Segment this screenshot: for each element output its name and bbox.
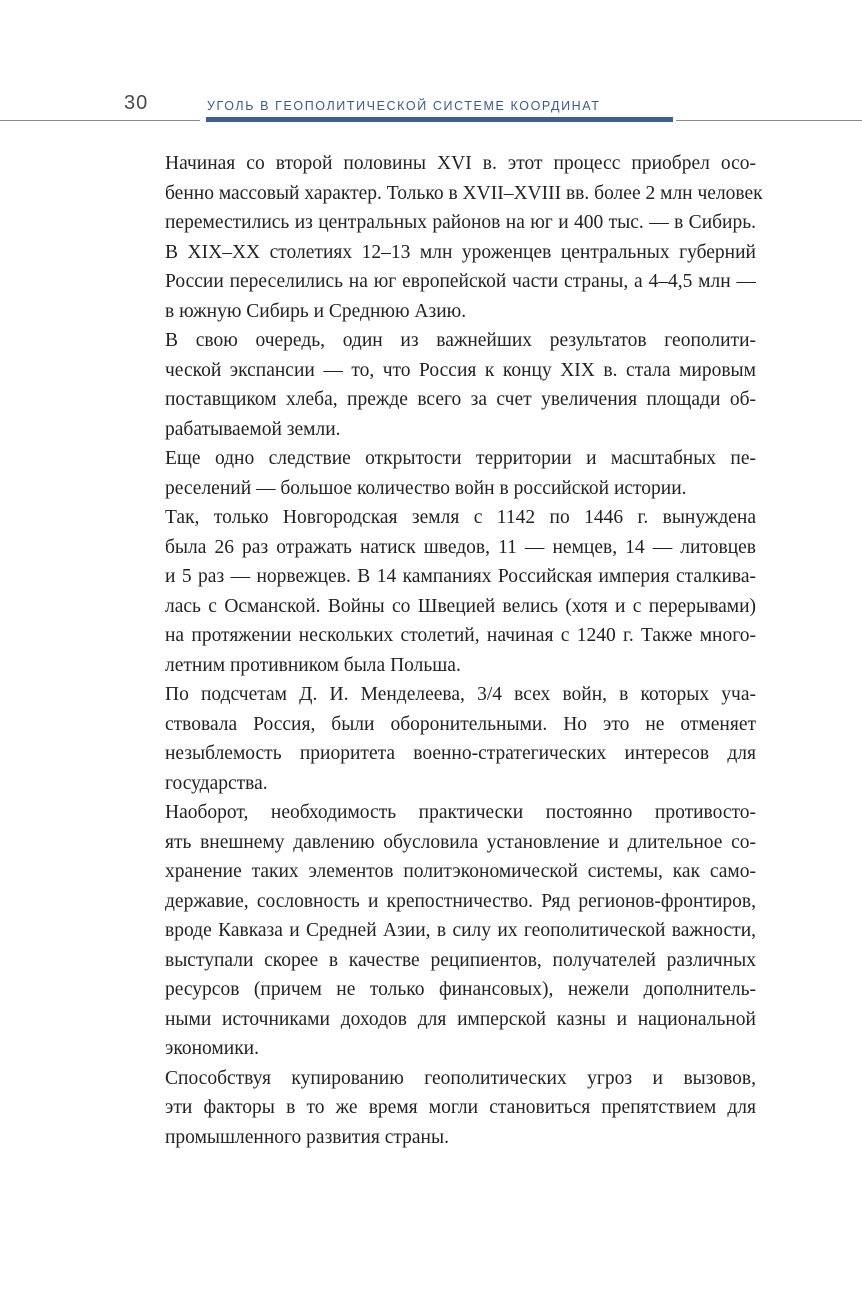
text-line: вроде Кавказа и Средней Азии, в силу их геополитической важности, bbox=[165, 920, 756, 941]
text-line: ствовала Россия, были оборонительными. Но это не отменяет bbox=[165, 713, 756, 735]
text-line: ческой экспансии — то, что Россия к концу XIX в. стала мировым bbox=[165, 359, 756, 381]
text-line: незыблемость приоритета военно-стратегических интересов для bbox=[165, 743, 756, 764]
text-line: была 26 раз отражать натиск шведов, 11 — немцев, 14 — литовцев bbox=[165, 536, 756, 558]
text-line: реселений — большое количество войн в российской истории. bbox=[165, 477, 687, 499]
text-line: В XIX–XX столетиях 12–13 млн уроженцев центральных губерний bbox=[165, 241, 756, 263]
text-line: лась с Османской. Войны со Швецией велись (хотя и с перерывами) bbox=[165, 595, 756, 617]
paragraph bbox=[124, 680, 756, 798]
text-line: Способствуя купированию геополитических угроз и вызовов, bbox=[165, 1067, 756, 1089]
text-line: в южную Сибирь и Среднюю Азию. bbox=[165, 300, 467, 322]
body-text bbox=[124, 149, 763, 1152]
text-line: экономики. bbox=[165, 1038, 259, 1059]
text-line: По подсчетам Д. И. Менделеева, 3/4 всех войн, в которых уча- bbox=[165, 684, 756, 705]
text-line: выступали скорее в качестве реципиентов, получателей различных bbox=[165, 949, 756, 971]
paragraph bbox=[124, 798, 756, 1064]
text-line: России переселились на юг европейской части страны, а 4–4,5 млн — bbox=[165, 271, 756, 292]
header-rule-left bbox=[0, 120, 200, 121]
header-rule-accent bbox=[206, 117, 673, 122]
text-line: на протяжении нескольких столетий, начиная с 1240 г. Также много- bbox=[165, 625, 756, 646]
running-title: УГОЛЬ В ГЕОПОЛИТИЧЕСКОЙ СИСТЕМЕ КООРДИНАТ bbox=[207, 99, 601, 113]
text-line: бенно массовый характер. Только в XVII–XVIII вв. более 2 млн человек bbox=[165, 182, 763, 204]
page-header bbox=[0, 0, 862, 130]
text-line: рабатываемой земли. bbox=[165, 418, 341, 440]
text-line: летним противником была Польша. bbox=[165, 654, 461, 676]
text-line: Так, только Новгородская земля с 1142 по 1446 г. вынуждена bbox=[165, 507, 756, 528]
paragraph bbox=[124, 503, 756, 680]
paragraph bbox=[124, 1064, 756, 1153]
text-line: ресурсов (причем не только финансовых), нежели дополнитель- bbox=[165, 979, 756, 1000]
text-line: ять внешнему давлению обусловила установление и длительное со- bbox=[165, 831, 756, 853]
paragraph bbox=[124, 444, 756, 503]
text-line: ными источниками доходов для имперской казны и национальной bbox=[165, 1008, 756, 1030]
text-line: переместились из центральных районов на юг и 400 тыс. — в Сибирь. bbox=[165, 212, 756, 233]
paragraph bbox=[124, 326, 756, 444]
page-number: 30 bbox=[124, 92, 149, 114]
paragraph bbox=[124, 149, 763, 326]
text-line: поставщиком хлеба, прежде всего за счет увеличения площади об- bbox=[165, 389, 756, 410]
header-rule-right bbox=[676, 120, 862, 121]
text-line: хранение таких элементов политэкономической системы, как само- bbox=[165, 861, 756, 882]
text-line: Начиная со второй половины XVI в. этот процесс приобрел осо- bbox=[165, 153, 756, 174]
text-line: эти факторы в то же время могли становиться препятствием для bbox=[165, 1097, 756, 1118]
text-line: и 5 раз — норвежцев. В 14 кампаниях Российская империя сталкива- bbox=[165, 566, 756, 587]
text-line: Еще одно следствие открытости территории и масштабных пе- bbox=[165, 448, 756, 469]
text-line: державие, сословность и крепостничество. Ряд регионов-фронтиров, bbox=[165, 890, 756, 912]
text-line: В свою очередь, один из важнейших результатов геополити- bbox=[165, 330, 756, 351]
text-line: государства. bbox=[165, 772, 268, 794]
text-line: Наоборот, необходимость практически постоянно противосто- bbox=[165, 802, 756, 823]
text-line: промышленного развития страны. bbox=[165, 1126, 449, 1148]
